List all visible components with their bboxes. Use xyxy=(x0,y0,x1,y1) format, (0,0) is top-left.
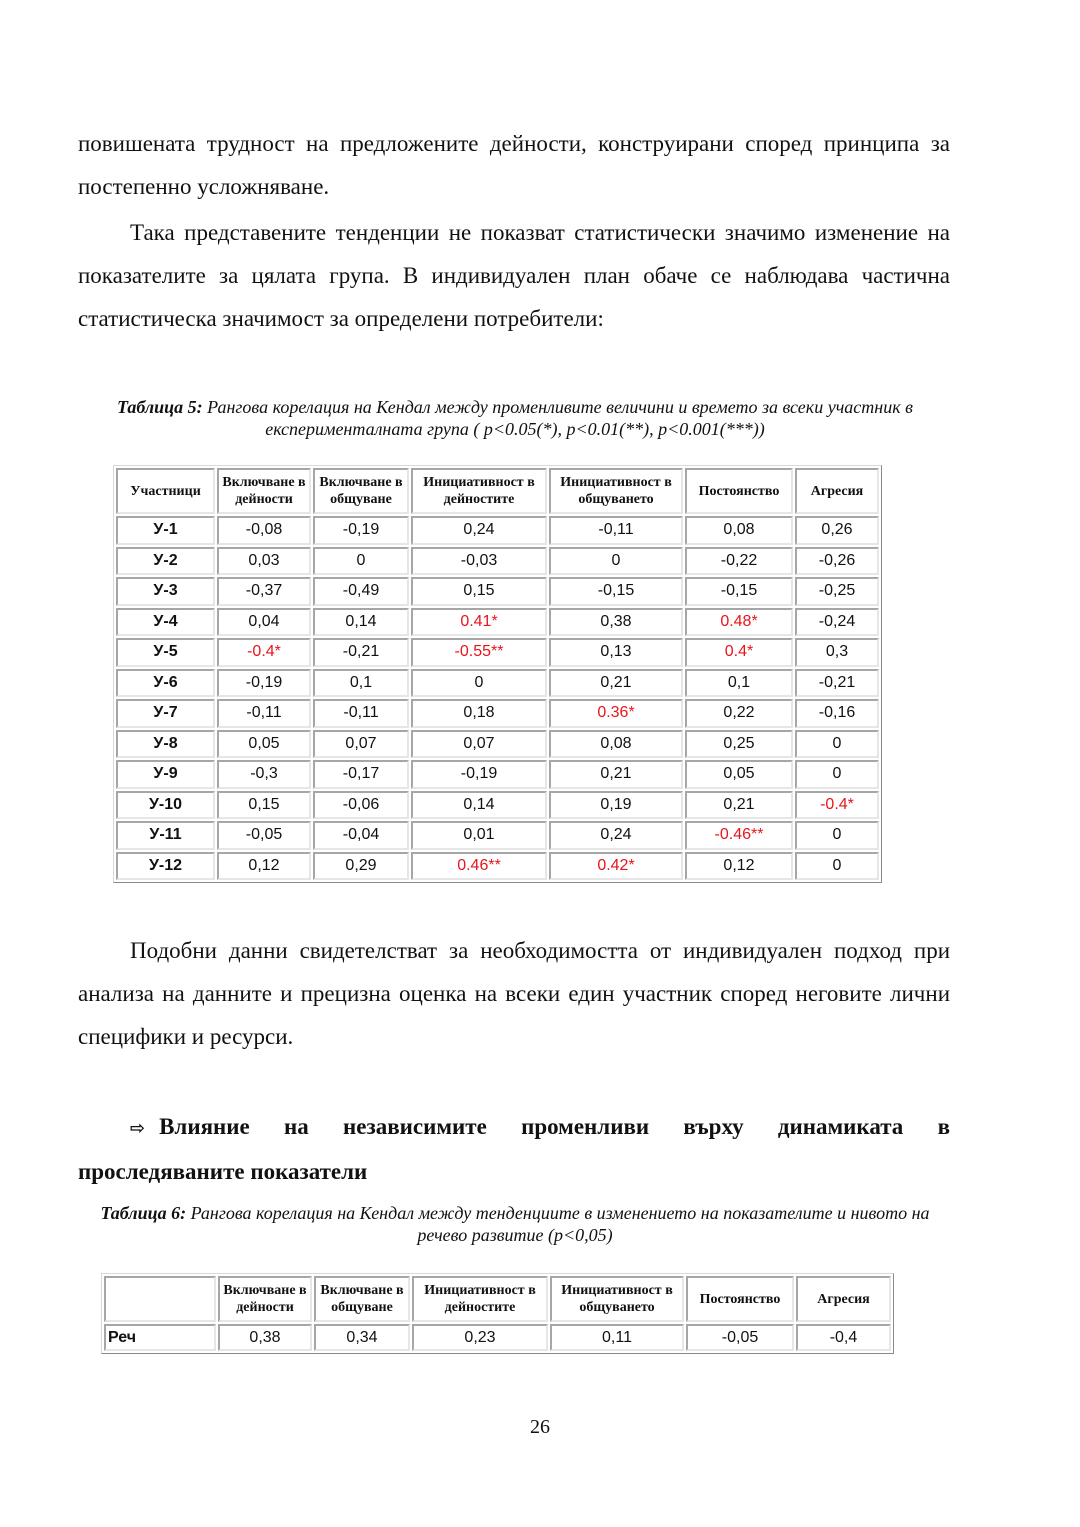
column-header: Включване в общуване xyxy=(314,1276,410,1322)
participant-id-cell: У-1 xyxy=(116,516,215,545)
value-cell: -0,03 xyxy=(411,547,547,576)
table-row xyxy=(116,638,879,667)
significant-value-cell: -0.46** xyxy=(685,821,793,850)
value-cell: 0,04 xyxy=(217,608,311,637)
value-cell: 0,21 xyxy=(549,669,683,698)
value-cell: -0,49 xyxy=(313,577,409,606)
significant-value-cell: 0.46** xyxy=(411,852,547,881)
column-header: Агресия xyxy=(796,1276,891,1322)
significant-value-cell: -0.55** xyxy=(411,638,547,667)
table-row xyxy=(116,547,879,576)
value-cell: 0,24 xyxy=(411,516,547,545)
value-cell: -0,19 xyxy=(411,760,547,789)
value-cell: 0,1 xyxy=(313,669,409,698)
value-cell: -0,16 xyxy=(795,699,879,728)
value-cell: 0,05 xyxy=(217,730,311,759)
value-cell: 0,05 xyxy=(685,760,793,789)
value-cell: -0,15 xyxy=(685,577,793,606)
value-cell: -0,15 xyxy=(549,577,683,606)
participant-id-cell: У-3 xyxy=(116,577,215,606)
value-cell: 0 xyxy=(795,730,879,759)
column-header: Включване в дейности xyxy=(218,1276,312,1322)
value-cell: 0,12 xyxy=(685,852,793,881)
value-cell: 0 xyxy=(411,669,547,698)
participant-id-cell: У-10 xyxy=(116,791,215,820)
column-header: Участници xyxy=(116,468,215,514)
value-cell: -0,37 xyxy=(217,577,311,606)
column-header: Включване в дейности xyxy=(217,468,311,514)
section-heading xyxy=(78,1105,950,1193)
table-row xyxy=(116,791,879,820)
value-cell: -0,04 xyxy=(313,821,409,850)
value-cell: -0,21 xyxy=(313,638,409,667)
value-cell: 0 xyxy=(795,852,879,881)
participant-id-cell: Реч xyxy=(104,1324,216,1351)
value-cell: -0,08 xyxy=(217,516,311,545)
value-cell: 0,25 xyxy=(685,730,793,759)
value-cell: 0,11 xyxy=(550,1324,684,1351)
value-cell: -0,11 xyxy=(549,516,683,545)
paragraph-conclusion: Подобни данни свидетелстват за необходимостта от индивидуален подход при анализа на данните и прецизна оценка на всеки един участник според неговите лични специфики и ресурси. xyxy=(78,938,950,1049)
value-cell: -0,05 xyxy=(217,821,311,850)
value-cell: 0,13 xyxy=(549,638,683,667)
value-cell: -0,11 xyxy=(217,699,311,728)
significant-value-cell: 0.42* xyxy=(549,852,683,881)
value-cell: -0,25 xyxy=(795,577,879,606)
participant-id-cell: У-2 xyxy=(116,547,215,576)
table-row xyxy=(116,821,879,850)
table6-body xyxy=(104,1324,891,1351)
value-cell: 0,08 xyxy=(685,516,793,545)
value-cell: 0,07 xyxy=(411,730,547,759)
significant-value-cell: 0.48* xyxy=(685,608,793,637)
participant-id-cell: У-12 xyxy=(116,852,215,881)
value-cell: 0 xyxy=(795,760,879,789)
table6-caption-text: Рангова корелация на Кендал между тенденциите в изменението на показателите и нивото на речево развитие (p<0,05) xyxy=(186,1203,930,1245)
significant-value-cell: -0.4* xyxy=(217,638,311,667)
value-cell: 0 xyxy=(313,547,409,576)
value-cell: 0,26 xyxy=(795,516,879,545)
column-header: Агресия xyxy=(795,468,879,514)
table-row xyxy=(116,730,879,759)
column-header: Инициативност в общуването xyxy=(550,1276,684,1322)
column-header: Постоянство xyxy=(686,1276,794,1322)
value-cell: 0,22 xyxy=(685,699,793,728)
value-cell: -0,17 xyxy=(313,760,409,789)
value-cell: -0,22 xyxy=(685,547,793,576)
table5-caption xyxy=(80,396,950,440)
table-row xyxy=(116,577,879,606)
value-cell: 0,38 xyxy=(549,608,683,637)
significant-value-cell: 0.36* xyxy=(549,699,683,728)
value-cell: 0,08 xyxy=(549,730,683,759)
table-row xyxy=(116,852,879,881)
value-cell: 0,01 xyxy=(411,821,547,850)
page-number: 26 xyxy=(530,1416,550,1438)
participant-id-cell: У-5 xyxy=(116,638,215,667)
value-cell: -0,24 xyxy=(795,608,879,637)
value-cell: 0,1 xyxy=(685,669,793,698)
value-cell: 0,15 xyxy=(411,577,547,606)
value-cell: 0,29 xyxy=(313,852,409,881)
value-cell: 0,07 xyxy=(313,730,409,759)
table-row xyxy=(116,699,879,728)
value-cell: -0,05 xyxy=(686,1324,794,1351)
value-cell: -0,19 xyxy=(313,516,409,545)
table6-caption xyxy=(80,1202,950,1246)
participant-id-cell: У-8 xyxy=(116,730,215,759)
table5-header-row xyxy=(116,468,879,514)
arrow-right-icon: ⇨ xyxy=(130,1118,146,1139)
section-heading-text: Влияние на независимите променливи върху динамиката в проследяваните показатели xyxy=(78,1114,950,1184)
value-cell: 0,12 xyxy=(217,852,311,881)
column-header: Инициативност в дейностите xyxy=(412,1276,548,1322)
participant-id-cell: У-11 xyxy=(116,821,215,850)
value-cell: 0,3 xyxy=(795,638,879,667)
table5-caption-label: Таблица 5: xyxy=(117,397,203,417)
significant-value-cell: 0.41* xyxy=(411,608,547,637)
value-cell: 0,38 xyxy=(218,1324,312,1351)
participant-id-cell: У-7 xyxy=(116,699,215,728)
value-cell: 0,21 xyxy=(685,791,793,820)
participant-id-cell: У-9 xyxy=(116,760,215,789)
value-cell: 0,21 xyxy=(549,760,683,789)
table-row xyxy=(116,760,879,789)
value-cell: 0,14 xyxy=(411,791,547,820)
value-cell: 0,14 xyxy=(313,608,409,637)
value-cell: -0,3 xyxy=(217,760,311,789)
value-cell: -0,26 xyxy=(795,547,879,576)
value-cell: -0,19 xyxy=(217,669,311,698)
value-cell: -0,4 xyxy=(796,1324,891,1351)
table6-caption-label: Таблица 6: xyxy=(100,1203,187,1223)
column-header xyxy=(104,1276,216,1322)
value-cell: -0,06 xyxy=(313,791,409,820)
column-header: Постоянство xyxy=(685,468,793,514)
table-row xyxy=(116,516,879,545)
paragraph-continuation: повишената трудност на предложените дейности, конструирани според принципа за постепенно усложняване. xyxy=(78,131,950,199)
table-row xyxy=(104,1324,891,1351)
column-header: Инициативност в общуването xyxy=(549,468,683,514)
column-header: Инициативност в дейностите xyxy=(411,468,547,514)
table6-header-row xyxy=(104,1276,891,1322)
table-row xyxy=(116,608,879,637)
value-cell: 0,19 xyxy=(549,791,683,820)
value-cell: 0,03 xyxy=(217,547,311,576)
column-header: Включване в общуване xyxy=(313,468,409,514)
paragraph-trends: Така представените тенденции не показват статистически значимо изменение на показателите за цялата група. В индивидуален план обаче се наблюдава частична статистическа значимост за определени потребители: xyxy=(78,220,950,331)
table5-kendall-correlation xyxy=(113,465,882,883)
table5-body xyxy=(116,516,879,880)
value-cell: 0,34 xyxy=(314,1324,410,1351)
value-cell: 0,15 xyxy=(217,791,311,820)
significant-value-cell: -0.4* xyxy=(795,791,879,820)
value-cell: 0,23 xyxy=(412,1324,548,1351)
participant-id-cell: У-4 xyxy=(116,608,215,637)
value-cell: 0,24 xyxy=(549,821,683,850)
table6-speech-correlation xyxy=(101,1273,894,1354)
significant-value-cell: 0.4* xyxy=(685,638,793,667)
table-row xyxy=(116,669,879,698)
table5-caption-text: Рангова корелация на Кендал между променливите величини и времето за всеки участник в експерименталната група ( p<0.05(*), p<0.01(**), p<0.001(***)) xyxy=(202,397,913,439)
value-cell: -0,21 xyxy=(795,669,879,698)
value-cell: 0,18 xyxy=(411,699,547,728)
value-cell: 0 xyxy=(795,821,879,850)
participant-id-cell: У-6 xyxy=(116,669,215,698)
value-cell: 0 xyxy=(549,547,683,576)
value-cell: -0,11 xyxy=(313,699,409,728)
